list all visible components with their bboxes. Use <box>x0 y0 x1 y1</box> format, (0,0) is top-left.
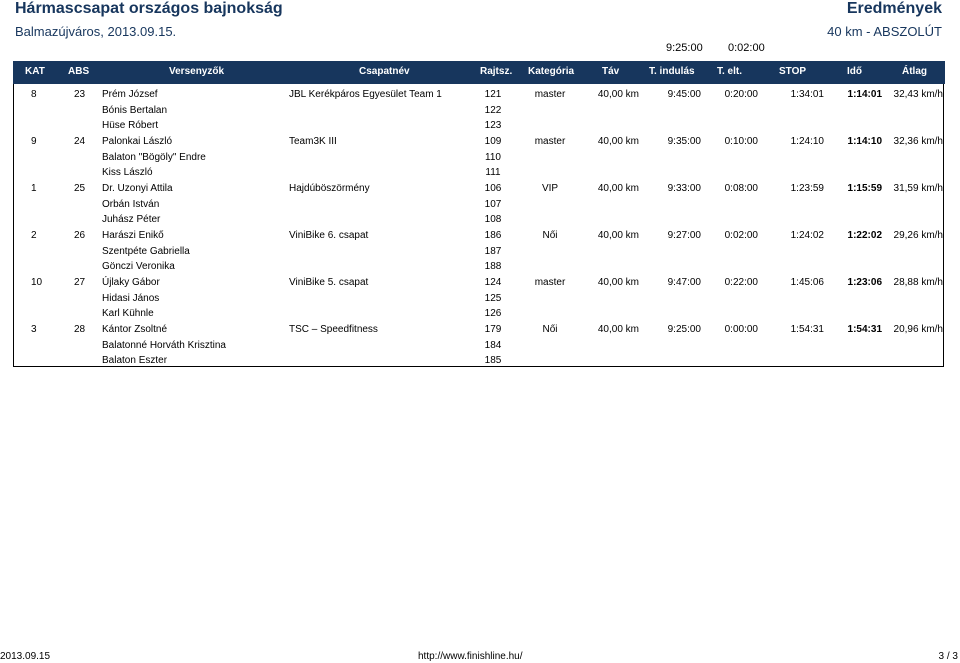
team-kat: 3 <box>31 324 37 335</box>
team-name: ViniBike 6. csapat <box>289 230 369 241</box>
team-handicap: 0:22:00 <box>724 277 758 288</box>
bib-number: 111 <box>485 167 501 178</box>
col-abs: ABS <box>68 66 90 77</box>
bib-number: 123 <box>484 120 502 131</box>
footer-page: 3 / 3 <box>938 651 958 662</box>
team-distance: 40,00 km <box>597 324 639 335</box>
team-start-time: 9:45:00 <box>667 89 701 100</box>
reference-start-time: 9:25:00 <box>666 42 703 54</box>
results-heading: Eredmények <box>846 0 942 17</box>
col-kat: KAT <box>25 66 45 77</box>
team-start-time: 9:35:00 <box>667 136 701 147</box>
rider-name: Balaton Eszter <box>102 355 168 366</box>
team-kat: 1 <box>31 183 37 194</box>
rider-name: Orbán István <box>102 198 160 210</box>
team-time: 1:22:02 <box>847 230 882 241</box>
col-distance: Táv <box>602 66 620 77</box>
footer-url: http://www.finishline.hu/ <box>418 651 523 662</box>
bib-number: 108 <box>484 214 502 225</box>
team-name: TSC – Speedfitness <box>289 324 378 335</box>
col-stop: STOP <box>779 66 807 77</box>
bib-number: 107 <box>484 198 502 210</box>
team-time: 1:23:06 <box>847 277 882 288</box>
bib-number: 188 <box>484 261 502 272</box>
col-riders: Versenyzők <box>169 66 225 77</box>
team-handicap: 0:00:00 <box>724 324 758 335</box>
rider-name: Újlaky Gábor <box>102 277 160 288</box>
team-distance: 40,00 km <box>597 183 639 194</box>
team-average: 20,96 km/h <box>893 324 943 335</box>
bib-number: 109 <box>484 136 502 147</box>
rider-name: Harászi Enikő <box>102 230 164 241</box>
team-kat: 9 <box>31 136 37 147</box>
team-start-time: 9:27:00 <box>667 230 701 241</box>
team-category: Női <box>542 230 558 241</box>
col-start: T. indulás <box>649 66 695 77</box>
team-start-time: 9:25:00 <box>667 324 701 335</box>
team-average: 31,59 km/h <box>893 183 943 194</box>
rider-name: Kiss László <box>102 167 153 178</box>
team-time: 1:14:01 <box>847 89 882 100</box>
page-title: Hármascsapat országos bajnokság <box>15 0 283 17</box>
team-name: Team3K III <box>289 136 337 147</box>
team-stop-time: 1:23:59 <box>790 183 824 194</box>
rider-name: Gönczi Veronika <box>102 261 175 272</box>
col-handicap: T. elt. <box>717 66 743 77</box>
bib-number: 122 <box>484 104 502 116</box>
col-average: Átlag <box>902 66 927 77</box>
team-abs: 23 <box>74 89 86 100</box>
bib-number: 186 <box>484 230 502 241</box>
event-location-date: Balmazújváros, 2013.09.15. <box>15 24 177 39</box>
team-name: Hajdúböszörmény <box>289 183 370 194</box>
rider-name: Balaton "Bögöly" Endre <box>102 151 206 163</box>
team-abs: 25 <box>74 183 86 194</box>
rider-name: Bónis Bertalan <box>102 104 168 116</box>
team-start-time: 9:33:00 <box>667 183 701 194</box>
team-average: 28,88 km/h <box>893 277 943 288</box>
team-distance: 40,00 km <box>597 230 639 241</box>
rider-name: Szentpéte Gabriella <box>102 245 190 257</box>
team-category: master <box>534 89 566 100</box>
team-abs: 24 <box>74 136 86 147</box>
team-time: 1:15:59 <box>847 183 882 194</box>
team-time: 1:54:31 <box>847 324 882 335</box>
team-category: master <box>534 277 566 288</box>
team-stop-time: 1:24:02 <box>790 230 824 241</box>
table-header <box>13 61 945 84</box>
rider-name: Hüse Róbert <box>102 120 159 131</box>
team-stop-time: 1:54:31 <box>790 324 824 335</box>
rider-name: Juhász Péter <box>102 214 161 225</box>
rider-name: Kántor Zsoltné <box>102 324 168 335</box>
team-stop-time: 1:45:06 <box>790 277 824 288</box>
team-time: 1:14:10 <box>847 136 882 147</box>
team-average: 29,26 km/h <box>893 230 943 241</box>
col-team: Csapatnév <box>359 66 410 77</box>
rider-name: Prém József <box>102 89 158 100</box>
col-category: Kategória <box>528 66 575 77</box>
team-kat: 8 <box>31 89 37 100</box>
team-handicap: 0:20:00 <box>724 89 758 100</box>
bib-number: 187 <box>484 245 502 257</box>
team-distance: 40,00 km <box>597 89 639 100</box>
rider-name: Karl Kühnle <box>102 308 154 319</box>
reference-handicap: 0:02:00 <box>728 42 765 54</box>
rider-name: Dr. Uzonyi Attila <box>102 183 173 194</box>
team-abs: 26 <box>74 230 86 241</box>
bib-number: 121 <box>484 89 502 100</box>
team-category: master <box>534 136 566 147</box>
bib-number: 124 <box>484 277 502 288</box>
col-time: Idő <box>847 66 862 77</box>
bib-number: 106 <box>484 183 502 194</box>
team-stop-time: 1:24:10 <box>790 136 824 147</box>
team-distance: 40,00 km <box>597 136 639 147</box>
team-kat: 2 <box>31 230 37 241</box>
bib-number: 185 <box>484 355 502 366</box>
rider-name: Balatonné Horváth Krisztina <box>102 339 226 351</box>
team-start-time: 9:47:00 <box>667 277 701 288</box>
team-kat: 10 <box>31 277 43 288</box>
team-abs: 28 <box>74 324 86 335</box>
team-handicap: 0:02:00 <box>724 230 758 241</box>
race-category-label: 40 km - ABSZOLÚT <box>827 24 942 39</box>
team-handicap: 0:08:00 <box>724 183 758 194</box>
col-bib: Rajtsz. <box>480 66 513 77</box>
team-category: Női <box>542 324 558 335</box>
team-average: 32,36 km/h <box>893 136 943 147</box>
bib-number: 184 <box>484 339 502 351</box>
team-handicap: 0:10:00 <box>724 136 758 147</box>
team-name: ViniBike 5. csapat <box>289 277 369 288</box>
rider-name: Palonkai László <box>102 136 173 147</box>
bib-number: 125 <box>484 292 502 304</box>
team-average: 32,43 km/h <box>893 89 943 100</box>
bib-number: 126 <box>484 308 502 319</box>
team-distance: 40,00 km <box>597 277 639 288</box>
team-stop-time: 1:34:01 <box>790 89 824 100</box>
team-name: JBL Kerékpáros Egyesület Team 1 <box>289 89 442 100</box>
rider-name: Hidasi János <box>102 292 160 304</box>
bib-number: 179 <box>484 324 502 335</box>
team-category: VIP <box>541 183 559 194</box>
footer-date: 2013.09.15 <box>0 651 51 662</box>
bib-number: 110 <box>485 151 501 163</box>
team-abs: 27 <box>74 277 86 288</box>
